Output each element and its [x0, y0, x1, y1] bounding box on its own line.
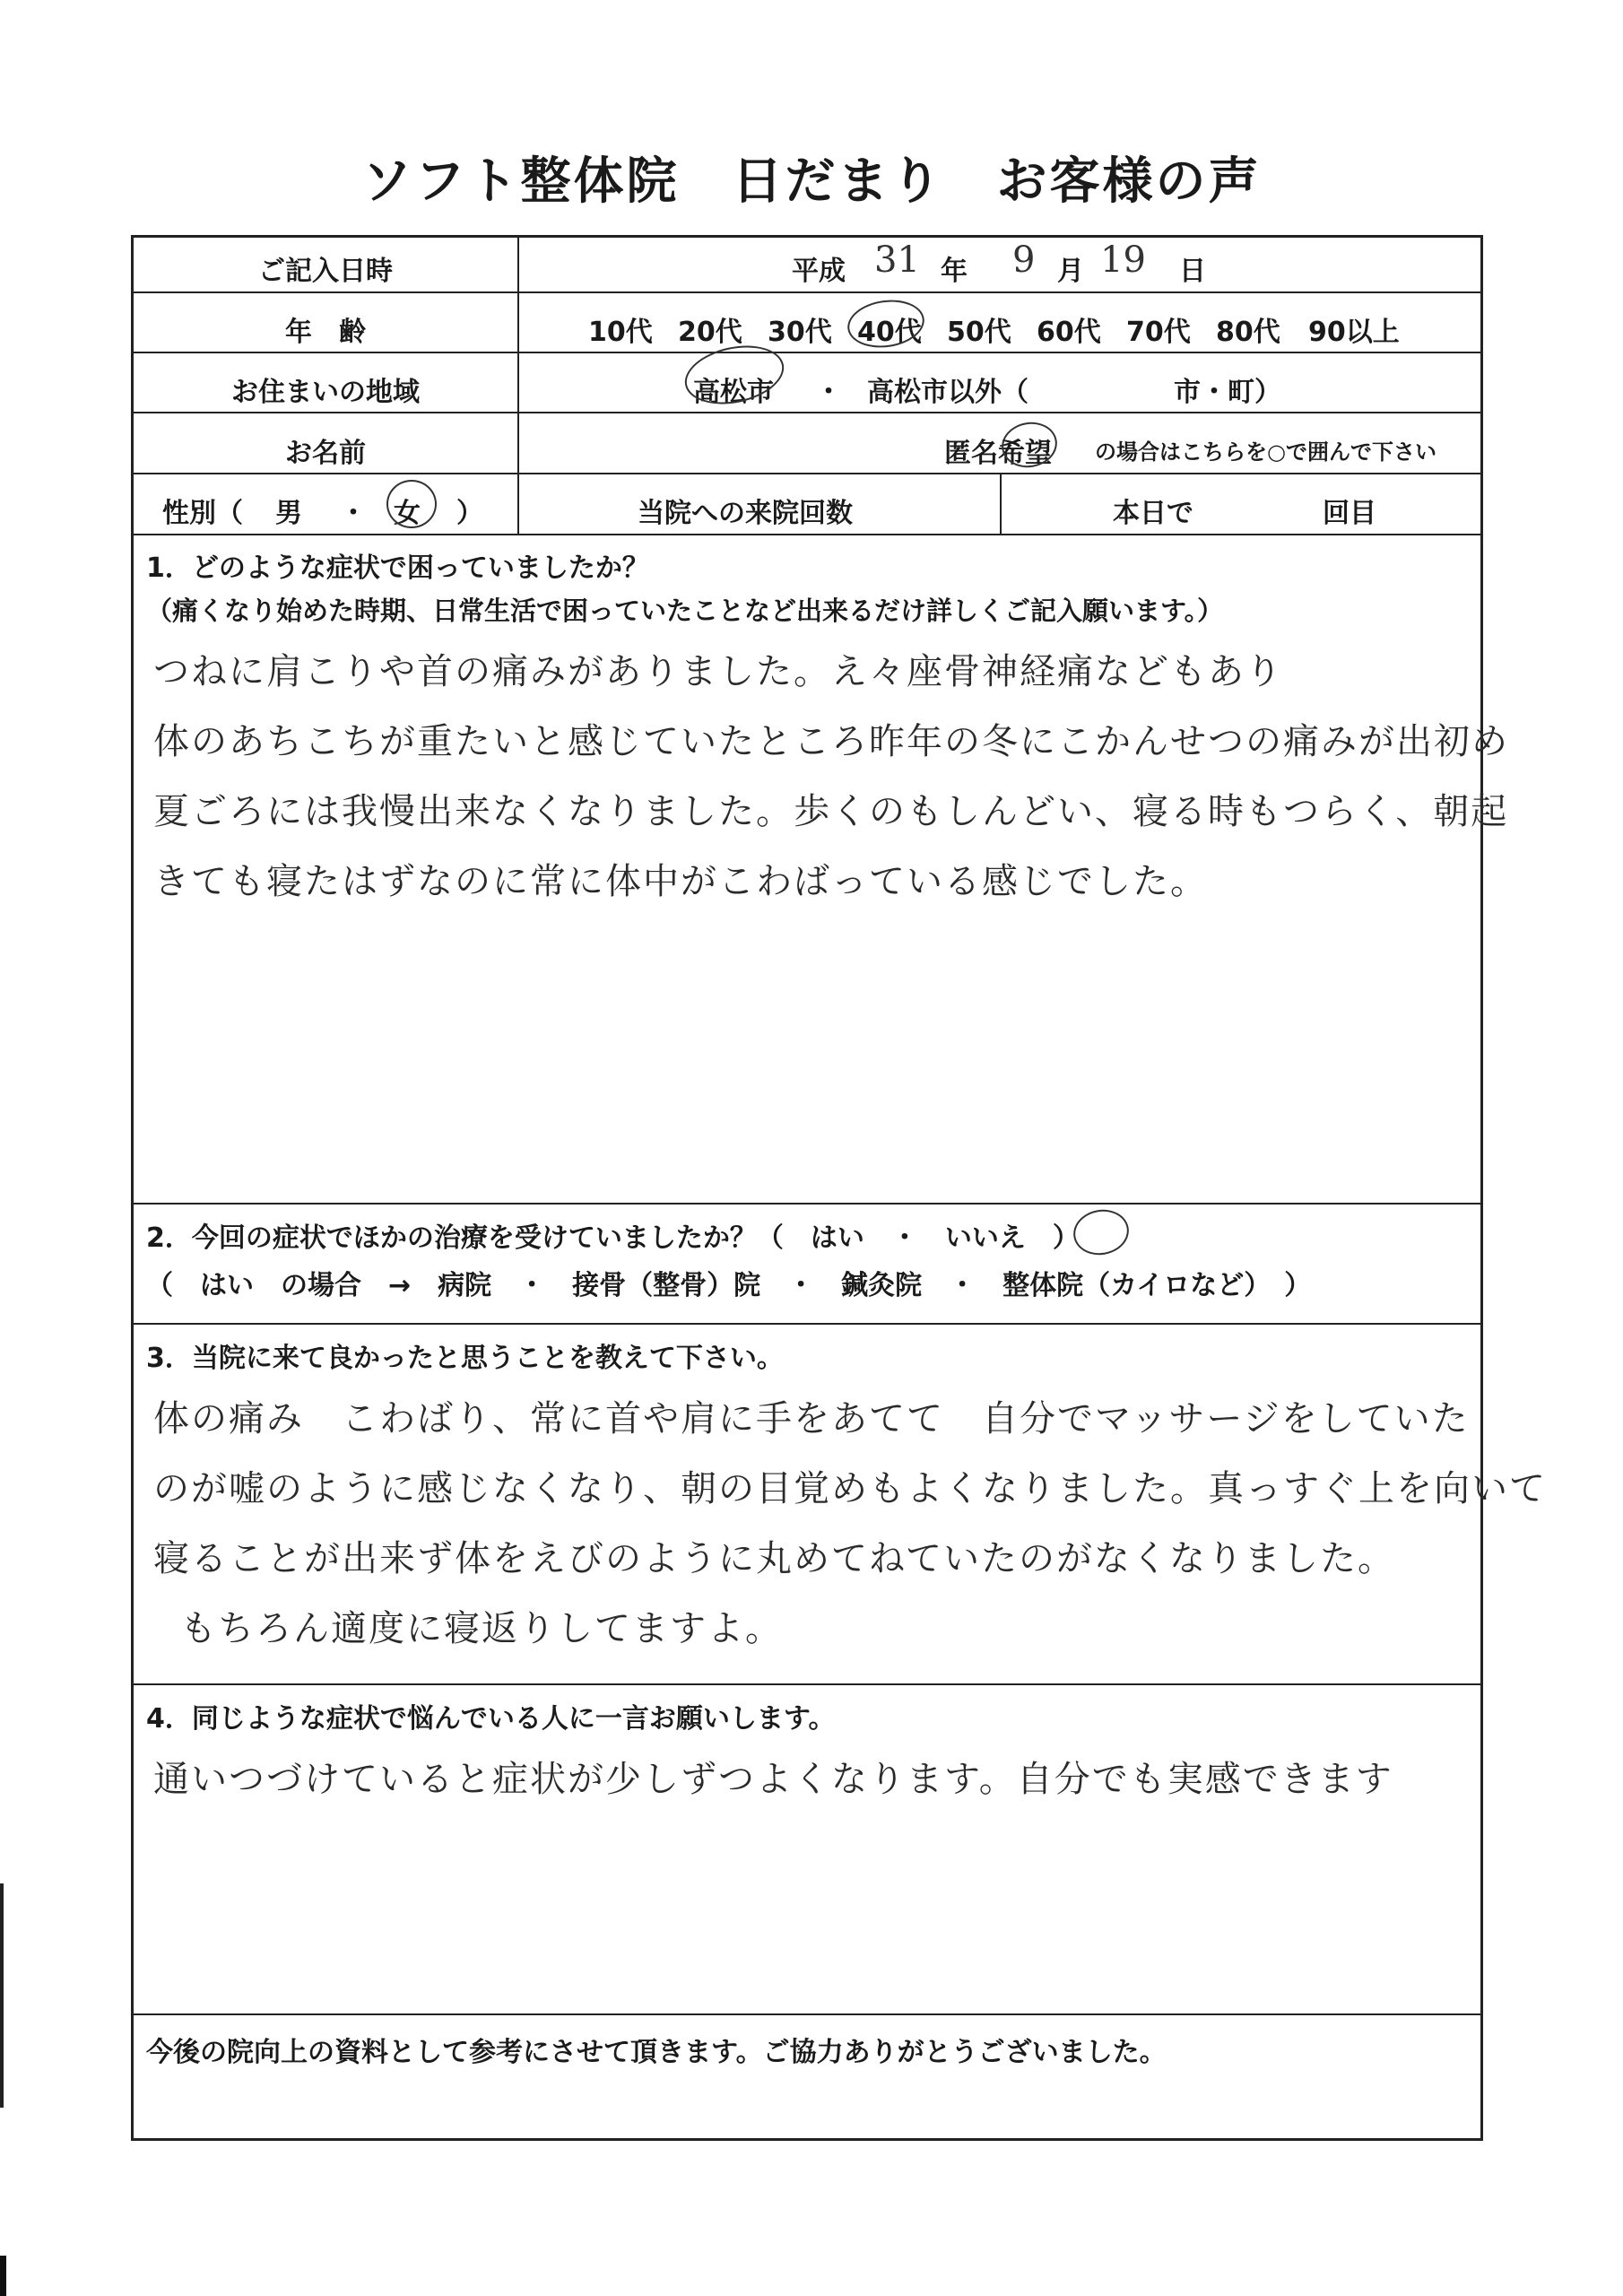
date-day-unit: 日 — [1179, 256, 1206, 287]
answer-4 — [153, 1744, 1445, 1814]
gender-label-prefix: 性別（ — [162, 498, 243, 529]
answer-1-line: きても寝たはずなのに常に体中がこわばっている感じでした。 — [153, 861, 1208, 902]
footer-note: 今後の院向上の資料として参考にさせて頂きます。ご協力ありがとうございました。 — [146, 2037, 1167, 2068]
name-label: お名前 — [285, 438, 366, 469]
answer-3-line: 体の痛み こわばり、常に首や肩に手をあてて 自分でマッサージをしていた — [153, 1398, 1470, 1439]
row-divider — [134, 473, 1480, 474]
scan-edge-mark — [0, 1883, 4, 2108]
date-month-unit: 月 — [1057, 256, 1084, 287]
row-divider — [134, 1203, 1480, 1205]
gender-separator: ・ — [340, 498, 367, 529]
age-option: 50代 — [947, 317, 1011, 348]
date-month-value: 9 — [1012, 239, 1036, 281]
gender-option-female: 女 — [394, 498, 421, 529]
question-2-subtext: （ はい の場合 → 病院 ・ 接骨（整骨）院 ・ 鍼灸院 ・ 整体院（カイロなど） ） — [146, 1270, 1312, 1301]
gender-label-suffix: ） — [456, 498, 483, 529]
date-day-value: 19 — [1100, 239, 1146, 281]
age-option: 90以上 — [1308, 317, 1400, 348]
answer-4-line: 通いつづけていると症状が少しずつよくなります。自分でも実感できます — [153, 1759, 1393, 1800]
answer-1-line: 夏ごろには我慢出来なくなりました。歩くのもしんどい、寝る時もつらく、朝起 — [153, 791, 1509, 832]
region-option-takamatsu: 高松市 — [693, 377, 774, 408]
visit-today-label: 本日で — [1113, 498, 1193, 529]
answer-3 — [153, 1384, 1547, 1664]
page-title: ソフト整体院 日だまり お客様の声 — [361, 152, 1262, 211]
age-option: 20代 — [678, 317, 742, 348]
column-divider — [1000, 473, 1002, 534]
date-era: 平成 — [792, 256, 846, 287]
answer-1-line: つねに肩こりや首の痛みがありました。え々座骨神経痛などもあり — [153, 651, 1283, 692]
scan-edge-mark — [0, 2256, 6, 2296]
survey-form — [131, 235, 1547, 2141]
row-divider — [134, 352, 1480, 353]
date-label: ご記入日時 — [258, 256, 393, 287]
row-divider — [134, 2013, 1480, 2015]
question-1: 1．どのような症状で困っていましたか？ — [146, 552, 649, 584]
row-divider — [134, 291, 1480, 293]
row-divider — [134, 412, 1480, 413]
row-divider — [134, 1323, 1480, 1325]
age-option: 80代 — [1216, 317, 1280, 348]
age-option: 30代 — [768, 317, 832, 348]
row-divider — [134, 1683, 1480, 1685]
answer-3-line: もちろん適度に寝返りしてますよ。 — [180, 1608, 783, 1649]
question-3: 3．当院に来て良かったと思うことを教えて下さい。 — [146, 1343, 784, 1374]
gender-selection-circle — [386, 480, 437, 528]
answer-3-line: のが嘘のように感じなくなり、朝の目覚めもよくなりました。真っすぐ上を向いて — [153, 1468, 1547, 1509]
anonymous-option: 匿名希望 — [944, 438, 1052, 469]
age-option-selected: 40代 — [857, 317, 922, 348]
date-year-value: 31 — [874, 239, 920, 281]
anonymous-note: の場合はこちらを○で囲んで下さい — [1095, 439, 1436, 465]
visit-count-label: 当院への来院回数 — [638, 498, 853, 529]
date-year-unit: 年 — [941, 256, 968, 287]
answer-3-line: 寝ることが出来ず体をえびのように丸めてねていたのがなくなりました。 — [153, 1538, 1395, 1579]
region-option-other: 高松市以外（ — [867, 377, 1028, 408]
region-separator: ・ — [815, 377, 842, 408]
answer-1 — [153, 637, 1509, 917]
region-suffix: 市・町） — [1174, 377, 1281, 408]
age-label: 年 齢 — [285, 317, 366, 348]
question-4: 4．同じような症状で悩んでいる人に一言お願いします。 — [146, 1703, 836, 1735]
question-2: 2．今回の症状でほかの治療を受けていましたか？（ はい ・ いいえ ） — [146, 1222, 1080, 1254]
visit-times-label: 回目 — [1323, 498, 1376, 529]
answer-1-line: 体のあちこちが重たいと感じていたところ昨年の冬にこかんせつの痛みが出初め — [153, 721, 1509, 762]
age-option: 70代 — [1126, 317, 1191, 348]
age-option: 60代 — [1037, 317, 1101, 348]
row-divider — [134, 534, 1480, 535]
question-1-subtext: （痛くなり始めた時期、日常生活で困っていたことなど出来るだけ詳しくご記入願います。） — [146, 596, 1224, 626]
gender-option-male: 男 — [275, 498, 302, 529]
age-option: 10代 — [588, 317, 653, 348]
column-divider — [517, 238, 519, 534]
region-label: お住まいの地域 — [231, 377, 420, 408]
